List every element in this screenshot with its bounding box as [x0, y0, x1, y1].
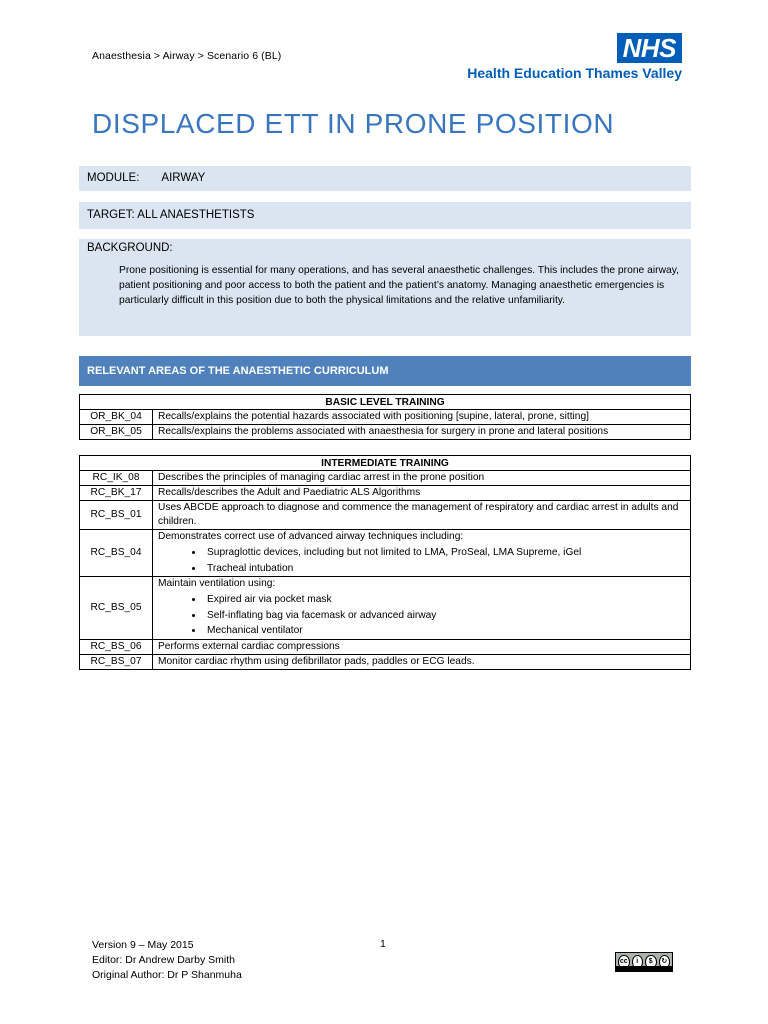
table-row: [80, 501, 691, 530]
cc-icon: cc: [618, 955, 630, 969]
competency-description: [153, 639, 691, 654]
competency-description: [153, 425, 691, 440]
cc-by-nc-sa-icon: [615, 952, 673, 972]
editor-text: Editor: Dr Andrew Darby Smith: [92, 954, 235, 966]
table-row: [80, 425, 691, 440]
list-item: • Supraglottic devices, including but not limited to LMA, ProSeal, LMA Supreme, iGel: [204, 545, 685, 561]
module-value: AIRWAY: [161, 172, 206, 184]
nc-icon: $: [645, 955, 657, 969]
competency-description: [153, 530, 691, 577]
table-row: [80, 639, 691, 654]
competency-code: RC_BS_04: [80, 530, 153, 577]
list-item: • Mechanical ventilator: [204, 623, 685, 639]
basic-training-heading: BASIC LEVEL TRAINING: [80, 395, 691, 410]
table-row: [80, 577, 691, 640]
page-title: DISPLACED ETT IN PRONE POSITION: [92, 108, 615, 139]
by-icon: i: [632, 955, 644, 969]
basic-training-table: [79, 394, 691, 440]
table-row: [80, 486, 691, 501]
version-text: Version 9 – May 2015: [92, 939, 194, 951]
competency-description: [153, 654, 691, 669]
competency-code: RC_BS_05: [80, 577, 153, 640]
competency-code: RC_IK_08: [80, 471, 153, 486]
curriculum-heading: RELEVANT AREAS OF THE ANAESTHETIC CURRICULUM: [79, 356, 691, 386]
competency-text: Describes the principles of managing cardiac arrest in the prone position: [158, 472, 485, 483]
competency-description: [153, 501, 691, 530]
competency-text: Maintain ventilation using:: [158, 578, 276, 589]
target-bar: [79, 202, 691, 229]
module-label: MODULE:: [87, 172, 140, 184]
sa-icon: ↻: [659, 955, 671, 969]
table-row: [80, 530, 691, 577]
competency-code: RC_BS_07: [80, 654, 153, 669]
background-section: [79, 239, 691, 336]
competency-code: RC_BS_06: [80, 639, 153, 654]
page-number: 1: [380, 938, 386, 950]
list-item: • Tracheal intubation: [204, 561, 685, 577]
competency-text: Demonstrates correct use of advanced airway techniques including:: [158, 531, 464, 542]
list-item: • Self-inflating bag via facemask or advanced airway: [204, 608, 685, 624]
competency-code: OR_BK_04: [80, 410, 153, 425]
module-bar: [79, 166, 691, 191]
competency-code: RC_BK_17: [80, 486, 153, 501]
table-row: [80, 471, 691, 486]
nhs-logo-mark: NHS: [617, 33, 682, 63]
competency-text: Performs external cardiac compressions: [158, 640, 340, 652]
author-text: Original Author: Dr P Shanmuha: [92, 969, 242, 981]
intermediate-training-table: [79, 455, 691, 670]
competency-text: Monitor cardiac rhythm using defibrillator pads, paddles or ECG leads.: [158, 655, 475, 667]
competency-code: RC_BS_01: [80, 501, 153, 530]
competency-text: Uses ABCDE approach to diagnose and commence the management of respiratory and cardiac arrest in adults and children.: [158, 502, 679, 527]
list-item: • Expired air via pocket mask: [204, 592, 685, 608]
competency-description: [153, 486, 691, 501]
intermediate-training-heading: INTERMEDIATE TRAINING: [80, 456, 691, 471]
target-text: TARGET: ALL ANAESTHETISTS: [87, 209, 255, 221]
bullet-list: [158, 545, 685, 576]
competency-text: Recalls/explains the potential hazards associated with positioning [supine, lateral, prone, sitting]: [158, 411, 589, 422]
organisation-name: Health Education Thames Valley: [467, 65, 682, 81]
competency-description: [153, 471, 691, 486]
competency-text: Recalls/explains the problems associated with anaesthesia for surgery in prone and lateral positions: [158, 426, 609, 437]
bullet-list: [158, 592, 685, 639]
breadcrumb: Anaesthesia > Airway > Scenario 6 (BL): [92, 50, 282, 62]
background-text: Prone positioning is essential for many operations, and has several anaesthetic challenges. This includes the prone airway, patient positioning and poor access to both the patient and the patient’s anatomy. Managing anaesthetic emergencies is particularly difficult in this position due to both the physical limitations and the relative unfamiliarity.: [119, 265, 679, 306]
competency-text: Recalls/describes the Adult and Paediatric ALS Algorithms: [158, 487, 421, 498]
competency-description: [153, 410, 691, 425]
background-label: BACKGROUND:: [87, 242, 173, 254]
footer-info: [92, 938, 242, 983]
competency-description: [153, 577, 691, 640]
nhs-logo: [442, 33, 682, 81]
table-row: [80, 410, 691, 425]
competency-code: OR_BK_05: [80, 425, 153, 440]
table-row: [80, 654, 691, 669]
